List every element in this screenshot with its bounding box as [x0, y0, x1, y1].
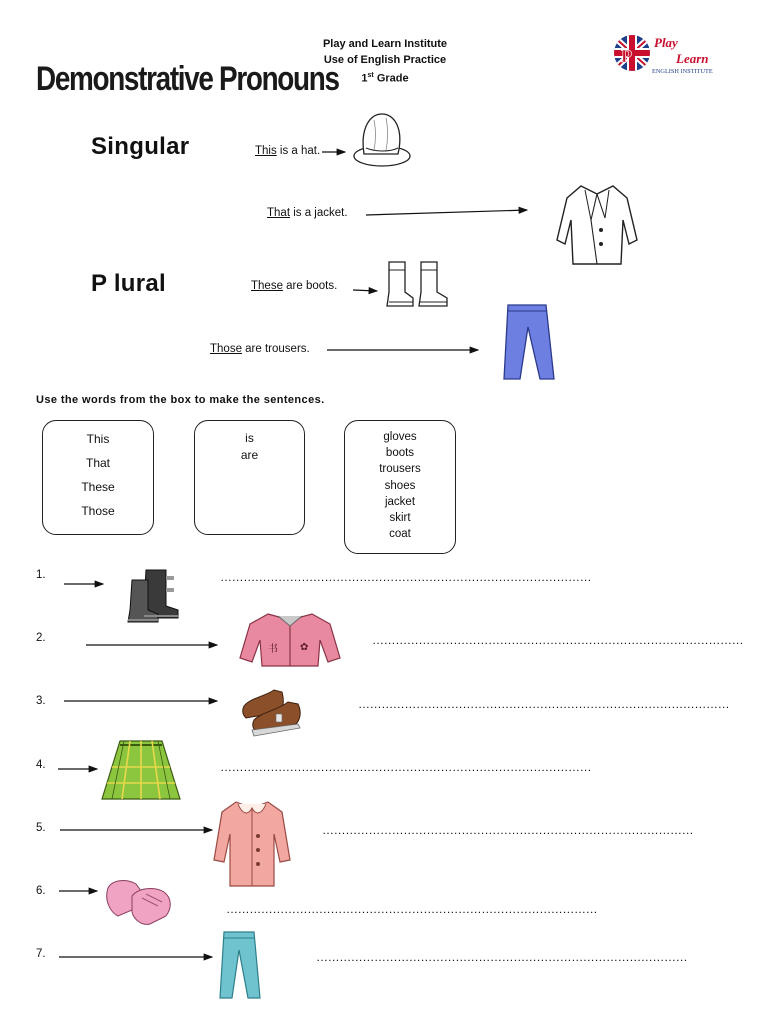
- exercise-gloves-icon: [102, 876, 174, 928]
- word-boots: boots: [385, 447, 415, 460]
- exercise-skirt-icon: [100, 737, 182, 803]
- exercise-jeans-icon: [218, 930, 262, 1002]
- exercise-number-2: 2.: [36, 632, 46, 644]
- word-those: Those: [81, 504, 115, 518]
- plural-label: P lural: [91, 270, 167, 297]
- word-coat: coat: [389, 528, 411, 541]
- singular-label: Singular: [91, 133, 190, 160]
- exercise-number-5: 5.: [36, 822, 46, 834]
- word-trousers: trousers: [379, 463, 421, 476]
- word-that: That: [85, 456, 110, 470]
- example-sentence-hat: This is a hat.: [255, 145, 321, 157]
- example-sentence-trousers: Those are trousers.: [210, 343, 310, 355]
- verb-word-box: [194, 420, 305, 535]
- answer-line-7[interactable]: ……………………………………………………………………………………: [316, 950, 688, 964]
- exercise-number-7: 7.: [36, 948, 46, 960]
- example-sentence-boots: These are boots.: [251, 280, 338, 292]
- hat-icon: [352, 110, 416, 180]
- svg-text:书: 书: [268, 644, 278, 655]
- word-these: These: [81, 480, 115, 494]
- word-gloves: gloves: [383, 431, 417, 443]
- answer-line-5[interactable]: ……………………………………………………………………………………: [322, 823, 694, 837]
- exercise-number-1: 1.: [36, 569, 46, 581]
- institute-name: Play and Learn Institute: [322, 38, 448, 50]
- word-are: are: [240, 448, 259, 462]
- svg-text:Play: Play: [654, 35, 678, 50]
- exercise-number-3: 3.: [36, 695, 46, 707]
- grade-label: 1st Grade: [361, 72, 409, 85]
- svg-text:P: P: [621, 46, 632, 66]
- word-skirt: skirt: [389, 512, 411, 525]
- answer-line-1[interactable]: ……………………………………………………………………………………: [220, 570, 592, 584]
- exercise-number-6: 6.: [36, 885, 46, 897]
- answer-line-2[interactable]: ……………………………………………………………………………………: [372, 633, 744, 647]
- page-title: Demonstrative Pronouns: [36, 60, 339, 98]
- practice-name: Use of English Practice: [323, 53, 447, 66]
- word-this: This: [86, 432, 110, 446]
- pronoun-word-box: [42, 420, 154, 535]
- trousers-icon: [500, 303, 558, 383]
- word-shoes: shoes: [384, 479, 416, 492]
- boots-icon: [383, 258, 451, 310]
- answer-line-6[interactable]: ……………………………………………………………………………………: [226, 902, 598, 916]
- answer-line-3[interactable]: ……………………………………………………………………………………: [358, 697, 730, 711]
- example-arrows: [0, 0, 768, 400]
- jacket-icon: [555, 180, 639, 270]
- word-is: is: [245, 431, 254, 445]
- svg-text:ENGLISH INSTITUTE: ENGLISH INSTITUTE: [652, 68, 713, 75]
- answer-line-4[interactable]: ……………………………………………………………………………………: [220, 760, 592, 774]
- svg-text:Learn: Learn: [676, 51, 709, 66]
- example-sentence-jacket: That is a jacket.: [267, 207, 348, 219]
- exercise-number-4: 4.: [36, 759, 46, 771]
- noun-word-box: [344, 420, 456, 554]
- arrow-boots: [353, 290, 377, 291]
- word-jacket: jacket: [384, 495, 416, 508]
- exercise-boots-icon: [126, 566, 188, 624]
- exercise-coat-icon: [212, 796, 294, 892]
- arrow-jacket: [366, 210, 527, 215]
- svg-text:✿: ✿: [300, 642, 309, 653]
- instruction-text: Use the words from the box to make the sentences.: [36, 394, 325, 406]
- exercise-jacket-icon: [238, 610, 342, 668]
- exercise-shoes-icon: [240, 684, 316, 740]
